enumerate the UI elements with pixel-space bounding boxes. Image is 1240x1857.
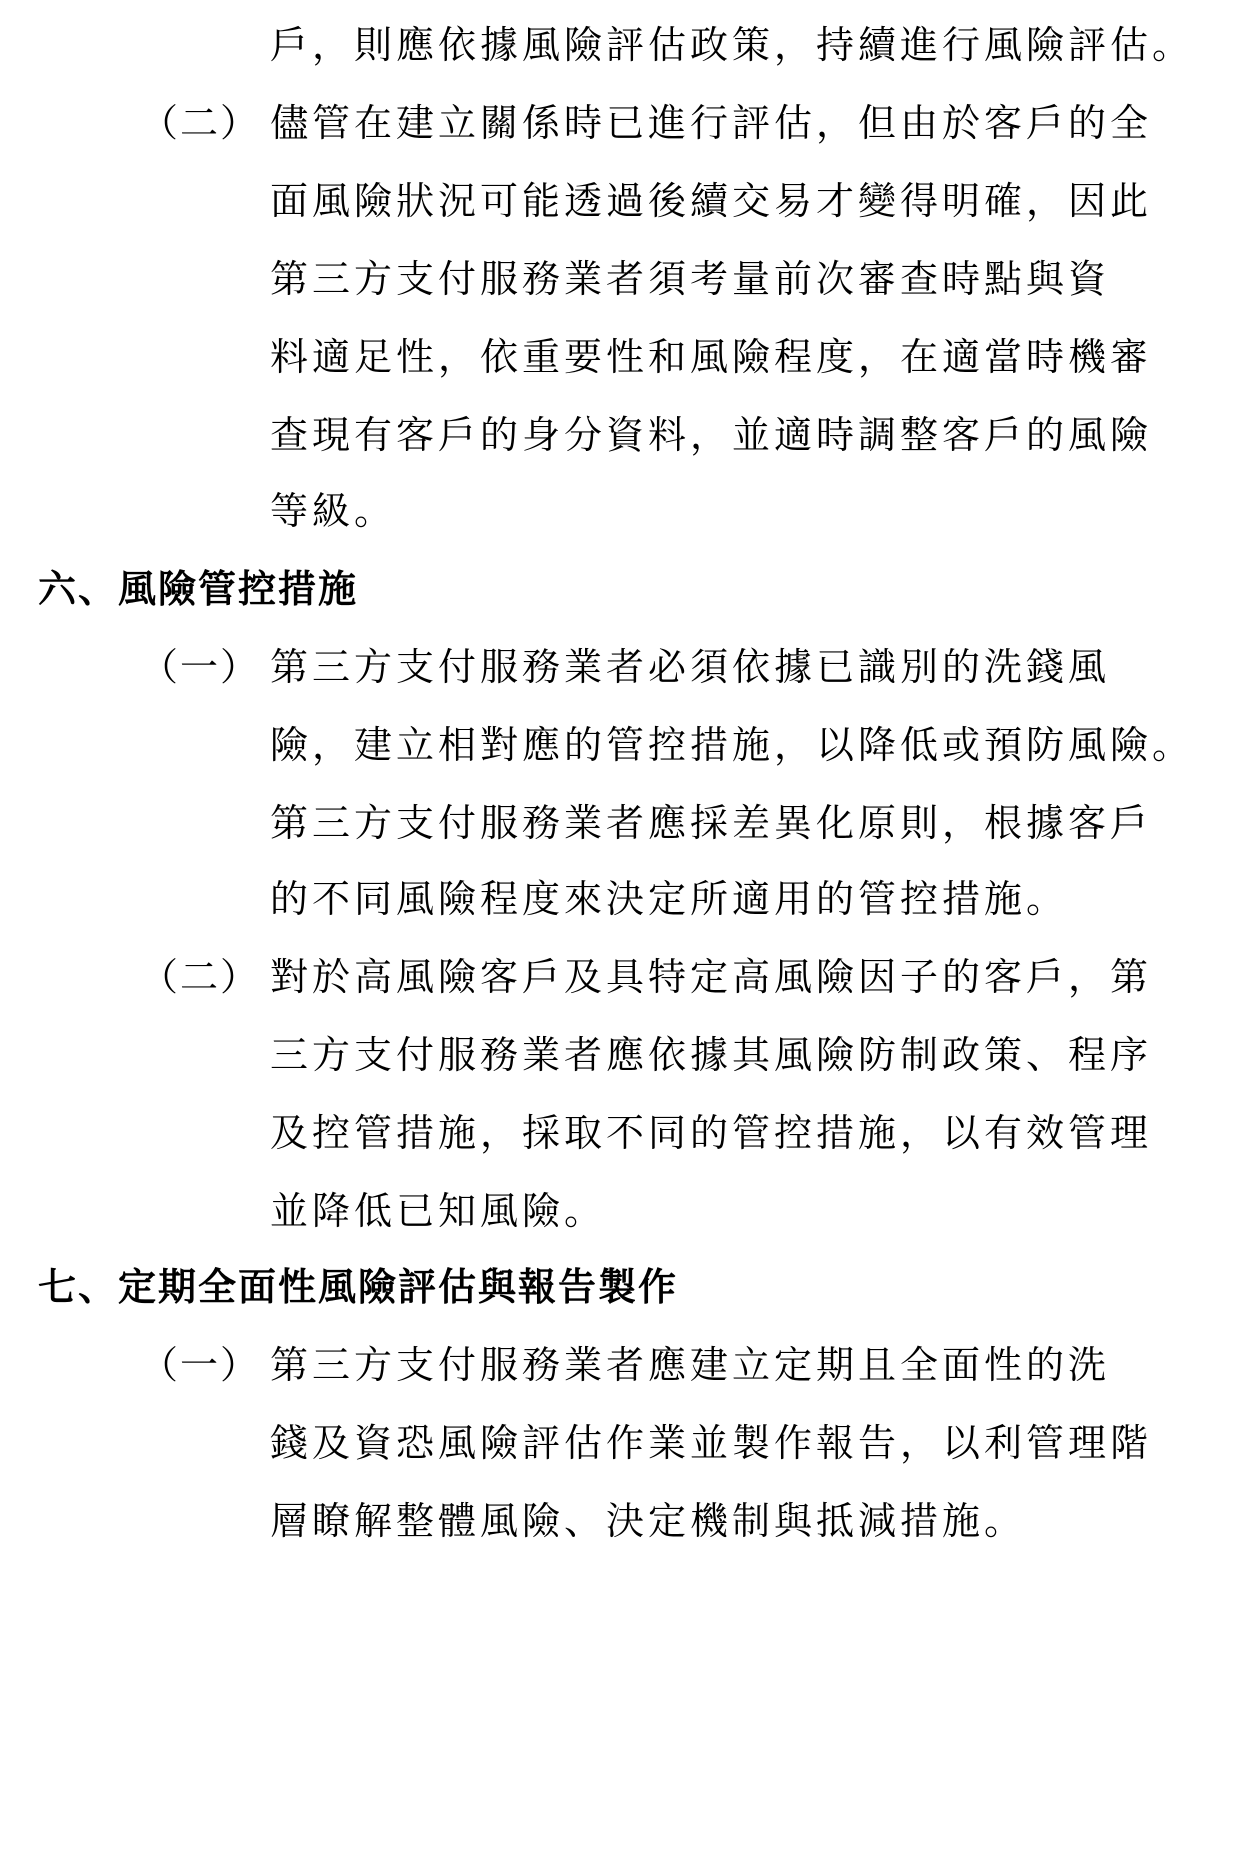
paragraph-line: 層瞭解整體風險、決定機制與抵減措施。 [270,1499,1027,1543]
paragraph-line: 險，建立相對應的管控措施，以降低或預防風險。 [270,723,1195,767]
paragraph-line: 並降低已知風險。 [270,1189,607,1233]
paragraph-line: 等級。 [270,489,397,533]
item-label: （一） [140,645,261,689]
paragraph-line: 第三方支付服務業者須考量前次審查時點與資 [270,257,1111,301]
paragraph-line: 查現有客戶的身分資料，並適時調整客戶的風險 [270,413,1153,457]
paragraph-line: 及控管措施，採取不同的管控措施，以有效管理 [270,1111,1153,1155]
paragraph-line: 的不同風險程度來決定所適用的管控措施。 [270,877,1069,921]
section-heading: 七、定期全面性風險評估與報告製作 [38,1264,679,1309]
paragraph-line: 面風險狀況可能透過後續交易才變得明確，因此 [270,179,1153,223]
paragraph-line: 三方支付服務業者應依據其風險防制政策、程序 [270,1033,1153,1077]
item-label: （二） [140,101,261,145]
paragraph-line: 第三方支付服務業者應採差異化原則，根據客戶 [270,801,1153,845]
paragraph-line: 料適足性，依重要性和風險程度，在適當時機審 [270,335,1153,379]
item-label: （二） [140,955,261,999]
paragraph-line: 對於高風險客戶及具特定高風險因子的客戶，第 [270,955,1153,999]
item-label: （一） [140,1343,261,1387]
section-heading: 六、風險管控措施 [38,566,359,611]
paragraph-line: 儘管在建立關係時已進行評估，但由於客戶的全 [270,101,1153,145]
paragraph-line: 錢及資恐風險評估作業並製作報告，以利管理階 [270,1421,1153,1465]
paragraph-line: 第三方支付服務業者應建立定期且全面性的洗 [270,1343,1111,1387]
paragraph-line: 戶，則應依據風險評估政策，持續進行風險評估。 [270,23,1195,67]
paragraph-line: 第三方支付服務業者必須依據已識別的洗錢風 [270,645,1111,689]
